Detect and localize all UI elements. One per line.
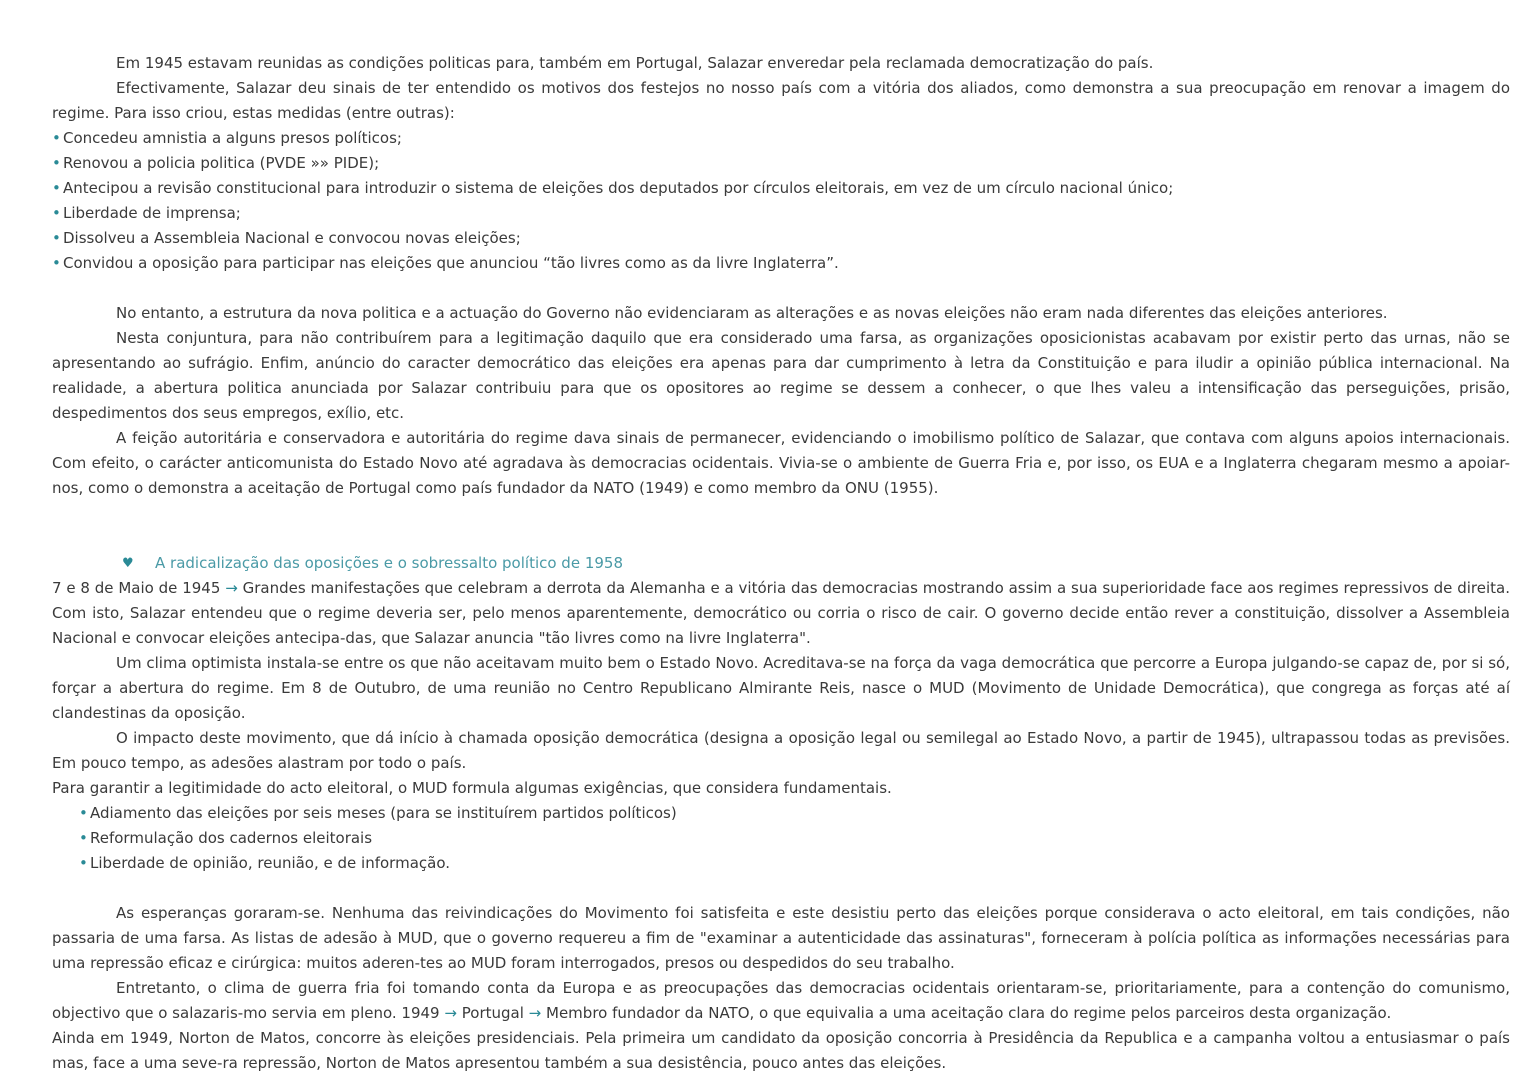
list-item: • Liberdade de imprensa; bbox=[52, 201, 1510, 226]
list-item: • Antecipou a revisão constitucional para introduzir o sistema de eleições dos deputados por círculos eleitorais, em vez de um círculo nacional único; bbox=[52, 176, 1510, 201]
bullet-icon: • bbox=[52, 179, 61, 197]
bullet-icon: • bbox=[52, 204, 61, 222]
demands-list bbox=[52, 801, 1510, 876]
arrow-right-icon: → bbox=[444, 1004, 457, 1022]
bullet-icon: • bbox=[52, 129, 61, 147]
arrow-right-icon: → bbox=[225, 579, 238, 597]
paragraph-norton-de-matos: Ainda em 1949, Norton de Matos, concorre às eleições presidenciais. Pela primeira um candidato da oposição concorria à Presidência da Republica e a campanha voltou a entusiasmar o país mas, face a uma seve-ra repressão, Norton de Matos apresentou também a sua desistência, pouco antes das eleições. bbox=[52, 1029, 1510, 1072]
heart-icon: ♥ bbox=[122, 556, 134, 571]
list-item: • Liberdade de opinião, reunião, e de informação. bbox=[52, 851, 1510, 876]
spacer bbox=[52, 876, 1510, 901]
list-item: • Reformulação dos cadernos eleitorais bbox=[52, 826, 1510, 851]
paragraph-cold-war: Entretanto, o clima de guerra fria foi tomando conta da Europa e as preocupações das democracias ocidentais orientaram-se, prioritariamente, para a contenção do comunismo, objectivo que o salazaris-mo servia em pleno. 1949 → Portugal → Membro fundador da NATO, o que equivalia a uma aceitação clara do regime pelos parceiros desta organização. bbox=[52, 979, 1510, 1022]
paragraph-hopes: As esperanças goraram-se. Nenhuma das reivindicações do Movimento foi satisfeita e este desistiu perto das eleições porque considerava o acto eleitoral, em tais condições, não passaria de uma farsa. As listas de adesão à MUD, que o governo requereu a fim de "examinar a autenticidade das assinaturas", forneceram à polícia política as informações necessárias para uma repressão eficaz e cirúrgica: muitos aderen-tes ao MUD foram interrogados, presos ou despedidos do seu trabalho. bbox=[52, 904, 1510, 972]
paragraph-may-1945: 7 e 8 de Maio de 1945 → Grandes manifestações que celebram a derrota da Alemanha e a vitória das democracias mostrando assim a sua superioridade face aos regimes repressivos de direita. Com isto, Salazar entendeu que o regime deveria ser, pelo menos aparentemente, democrático ou corria o risco de cair. O governo decide então rever a constituição, dissolver a Assembleia Nacional e convocar eleições antecipa-das, que Salazar anuncia "tão livres como na livre Inglaterra". bbox=[52, 579, 1510, 647]
list-item: • Dissolveu a Assembleia Nacional e convocou novas eleições; bbox=[52, 226, 1510, 251]
paragraph-optimism: Um clima optimista instala-se entre os que não aceitavam muito bem o Estado Novo. Acreditava-se na força da vaga democrática que percorre a Europa julgando-se capaz de, por si só, forçar a abertura do regime. Em 8 de Outubro, de uma reunião no Centro Republicano Almirante Reis, nasce o MUD (Movimento de Unidade Democrática), que congrega as forças até aí clandestinas da oposição. bbox=[52, 654, 1510, 722]
list-item: • Convidou a oposição para participar nas eleições que anunciou “tão livres como as da livre Inglaterra”. bbox=[52, 251, 1510, 276]
paragraph-measures: Efectivamente, Salazar deu sinais de ter entendido os motivos dos festejos no nosso país com a vitória dos aliados, como demonstra a sua preocupação em renovar a imagem do regime. Para isso criou, estas medidas (entre outras): bbox=[52, 79, 1510, 122]
paragraph-intro: Em 1945 estavam reunidas as condições politicas para, também em Portugal, Salazar enveredar pela reclamada democratização do país. bbox=[116, 54, 1154, 72]
spacer bbox=[52, 501, 1510, 551]
arrow-right-icon: → bbox=[528, 1004, 542, 1022]
bullet-icon: • bbox=[52, 229, 61, 247]
section-heading: ♥ A radicalização das oposições e o sobressalto político de 1958 bbox=[52, 551, 1510, 576]
paragraph-impact: O impacto deste movimento, que dá início à chamada oposição democrática (designa a oposição legal ou semilegal ao Estado Novo, a partir de 1945), ultrapassou todas as previsões. Em pouco tempo, as adesões alastram por todo o país. bbox=[52, 729, 1510, 772]
bullet-icon: • bbox=[52, 154, 61, 172]
spacer bbox=[52, 276, 1510, 301]
list-item: • Renovou a policia politica (PVDE »» PIDE); bbox=[52, 151, 1510, 176]
paragraph-authoritarian: A feição autoritária e conservadora e autoritária do regime dava sinais de permanecer, evidenciando o imobilismo político de Salazar, que contava com alguns apoios internacionais. Com efeito, o carácter anticomunista do Estado Novo até agradava às democracias ocidentais. Vivia-se o ambiente de Guerra Fria e, por isso, os EUA e a Inglaterra chegaram mesmo a apoiar-nos, como o demonstra a aceitação de Portugal como país fundador da NATO (1949) e como membro da ONU (1955). bbox=[52, 429, 1510, 497]
list-item: • Concedeu amnistia a alguns presos políticos; bbox=[52, 126, 1510, 151]
list-item: • Adiamento das eleições por seis meses (para se instituírem partidos políticos) bbox=[52, 801, 1510, 826]
paragraph-no-changes: No entanto, a estrutura da nova politica e a actuação do Governo não evidenciaram as alterações e as novas eleições não eram nada diferentes das eleições anteriores. bbox=[116, 304, 1388, 322]
bullet-icon: • bbox=[79, 804, 88, 822]
document-page bbox=[52, 51, 1510, 1076]
measures-list bbox=[52, 126, 1510, 276]
bullet-icon: • bbox=[79, 829, 88, 847]
paragraph-demands: Para garantir a legitimidade do acto eleitoral, o MUD formula algumas exigências, que considera fundamentais. bbox=[52, 779, 892, 797]
bullet-icon: • bbox=[79, 854, 88, 872]
paragraph-conjuncture: Nesta conjuntura, para não contribuírem para a legitimação daquilo que era considerado uma farsa, as organizações oposicionistas acabavam por existir perto das urnas, não se apresentando ao sufrágio. Enfim, anúncio do caracter democrático das eleições era apenas para dar cumprimento à letra da Constituição e para iludir a opinião pública internacional. Na realidade, a abertura politica anunciada por Salazar contribuiu para que os opositores ao regime se dessem a conhecer, o que lhes valeu a intensificação das perseguições, prisão, despedimentos dos seus empregos, exílio, etc. bbox=[52, 329, 1510, 422]
bullet-icon: • bbox=[52, 254, 61, 272]
